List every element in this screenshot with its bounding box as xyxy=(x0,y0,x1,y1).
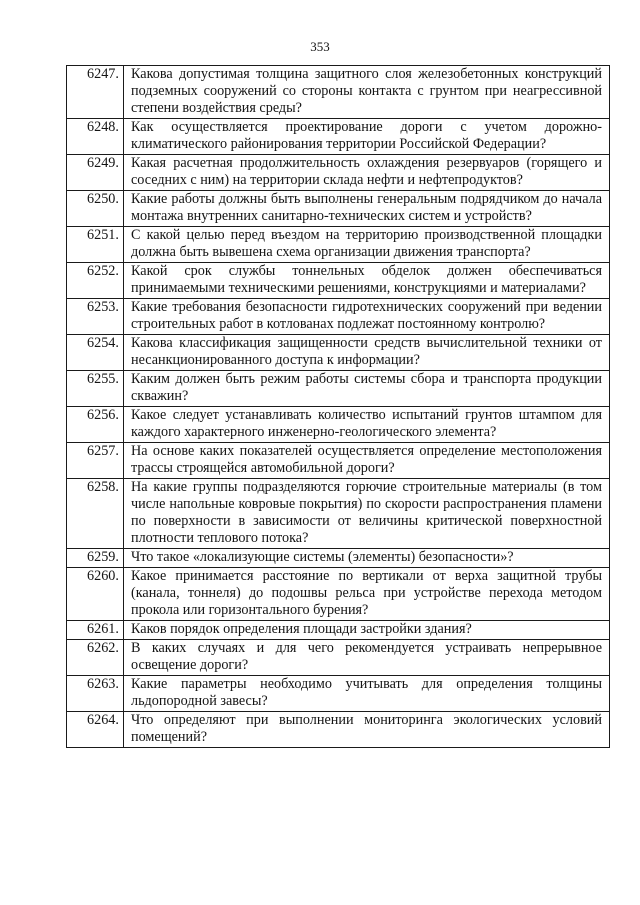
table-row xyxy=(67,443,610,479)
question-number: 6247. xyxy=(67,66,124,119)
question-number: 6253. xyxy=(67,299,124,335)
question-number: 6255. xyxy=(67,371,124,407)
question-number: 6248. xyxy=(67,119,124,155)
table-row xyxy=(67,227,610,263)
table-row xyxy=(67,676,610,712)
question-text: Что такое «локализующие системы (элементы) безопасности»? xyxy=(124,549,610,568)
question-text: Какое следует устанавливать количество испытаний грунтов штампом для каждого характерного инженерно-геологического элемента? xyxy=(124,407,610,443)
question-number: 6264. xyxy=(67,712,124,748)
table-row xyxy=(67,155,610,191)
question-number: 6257. xyxy=(67,443,124,479)
question-text: Каким должен быть режим работы системы сбора и транспорта продукции скважин? xyxy=(124,371,610,407)
question-number: 6252. xyxy=(67,263,124,299)
question-text: Каков порядок определения площади застройки здания? xyxy=(124,621,610,640)
table-row xyxy=(67,712,610,748)
table-row xyxy=(67,191,610,227)
question-number: 6261. xyxy=(67,621,124,640)
table-row xyxy=(67,119,610,155)
question-text: На основе каких показателей осуществляется определение местоположения трассы строящейся автомобильной дороги? xyxy=(124,443,610,479)
table-row xyxy=(67,371,610,407)
questions-table xyxy=(66,65,610,748)
question-text: На какие группы подразделяются горючие строительные материалы (в том числе напольные ковровые покрытия) по скорости распространения пламени по поверхности в зависимости от величины критической поверхностной плотности теплового потока? xyxy=(124,479,610,549)
question-text: С какой целью перед въездом на территорию производственной площадки должна быть вывешена схема организации движения транспорта? xyxy=(124,227,610,263)
table-row xyxy=(67,568,610,621)
table-row xyxy=(67,549,610,568)
question-text: Какой срок службы тоннельных обделок должен обеспечиваться принимаемыми техническими решениями, конструкциями и материалами? xyxy=(124,263,610,299)
question-text: Какая расчетная продолжительность охлаждения резервуаров (горящего и соседних с ним) на территории склада нефти и нефтепродуктов? xyxy=(124,155,610,191)
question-number: 6250. xyxy=(67,191,124,227)
question-number: 6262. xyxy=(67,640,124,676)
question-text: В каких случаях и для чего рекомендуется устраивать непрерывное освещение дороги? xyxy=(124,640,610,676)
table-row xyxy=(67,263,610,299)
question-number: 6251. xyxy=(67,227,124,263)
question-text: Какова классификация защищенности средств вычислительной техники от несанкционированного доступа к информации? xyxy=(124,335,610,371)
question-text: Какие требования безопасности гидротехнических сооружений при ведении строительных работ в котлованах подлежат постоянному контролю? xyxy=(124,299,610,335)
table-row xyxy=(67,66,610,119)
table-row xyxy=(67,407,610,443)
question-text: Какое принимается расстояние по вертикали от верха защитной трубы (канала, тоннеля) до подошвы рельса при устройстве перехода методом прокола или горизонтального бурения? xyxy=(124,568,610,621)
page-number: 353 xyxy=(310,39,330,54)
question-number: 6263. xyxy=(67,676,124,712)
question-number: 6260. xyxy=(67,568,124,621)
table-row xyxy=(67,299,610,335)
question-text: Какие работы должны быть выполнены генеральным подрядчиком до начала монтажа внутренних санитарно-технических систем и устройств? xyxy=(124,191,610,227)
question-number: 6258. xyxy=(67,479,124,549)
question-text: Какова допустимая толщина защитного слоя железобетонных конструкций подземных сооружений со стороны контакта с грунтом при неагрессивной степени воздействия среды? xyxy=(124,66,610,119)
table-row xyxy=(67,335,610,371)
question-number: 6259. xyxy=(67,549,124,568)
table-row xyxy=(67,621,610,640)
table-row xyxy=(67,479,610,549)
question-number: 6249. xyxy=(67,155,124,191)
question-number: 6254. xyxy=(67,335,124,371)
question-text: Какие параметры необходимо учитывать для определения толщины льдопородной завесы? xyxy=(124,676,610,712)
question-text: Как осуществляется проектирование дороги с учетом дорожно-климатического районирования территории Российской Федерации? xyxy=(124,119,610,155)
question-text: Что определяют при выполнении мониторинга экологических условий помещений? xyxy=(124,712,610,748)
table-row xyxy=(67,640,610,676)
question-number: 6256. xyxy=(67,407,124,443)
